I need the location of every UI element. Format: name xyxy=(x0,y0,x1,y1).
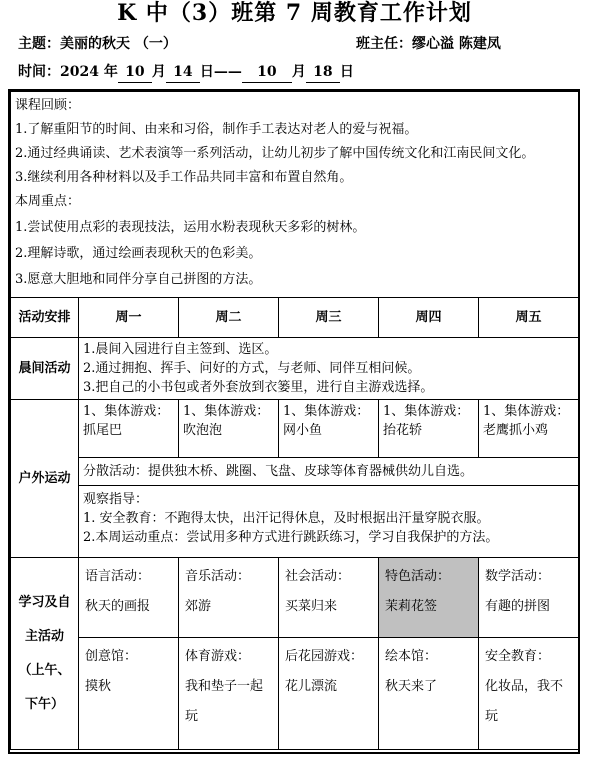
activity-type: 安全教育： xyxy=(485,649,551,664)
activity-type: 创意馆： xyxy=(85,649,138,664)
study-tue-1 xyxy=(179,558,279,638)
activity-type: 语言活动： xyxy=(85,569,151,584)
game-type: 1、集体游戏： xyxy=(283,404,370,419)
study-label-line: 主活动 xyxy=(24,628,64,644)
game-name: 抓尾巴 xyxy=(83,423,123,438)
time-month-char-start: 月 xyxy=(151,64,166,80)
study-label-line: 学习及自 xyxy=(18,594,71,610)
game-type: 1、集体游戏： xyxy=(83,404,170,419)
morning-line: 1.晨间入园进行自主签到、选区。 xyxy=(83,342,278,357)
weekly-plan-table xyxy=(10,91,579,750)
study-fri-1 xyxy=(479,558,579,638)
activity-name: 买菜归来 xyxy=(285,599,338,614)
study-fri-2 xyxy=(479,638,579,750)
day-header-fri: 周五 xyxy=(479,298,579,338)
day-header-wed: 周三 xyxy=(279,298,379,338)
activity-name: 茉莉花签 xyxy=(385,599,438,614)
time-day-char-start: 日—— xyxy=(199,64,242,80)
activity-type: 数学活动： xyxy=(485,569,551,584)
outdoor-game-thu xyxy=(379,400,479,458)
study-thu-2 xyxy=(379,638,479,750)
study-mon-2 xyxy=(79,638,179,750)
schedule-header-label: 活动安排 xyxy=(11,298,79,338)
outdoor-game-wed xyxy=(279,400,379,458)
activity-type: 后花园游戏： xyxy=(285,649,364,664)
theme-value: 美丽的秋天 （一） xyxy=(60,36,177,52)
game-type: 1、集体游戏： xyxy=(383,404,470,419)
outdoor-free-activity: 分散活动：提供独木桥、跳圈、飞盘、皮球等体育器械供幼儿自选。 xyxy=(79,458,579,486)
course-review xyxy=(11,92,579,298)
activity-type: 社会活动： xyxy=(285,569,351,584)
morning-line: 3.把自己的小书包或者外套放到衣篓里，进行自主游戏选择。 xyxy=(83,380,434,395)
teacher-label: 班主任： xyxy=(356,36,412,52)
day-header-mon: 周一 xyxy=(79,298,179,338)
morning-line: 2.通过拥抱、挥手、问好的方式，与老师、同伴互相问候。 xyxy=(83,361,421,376)
observe-line: 1. 安全教育：不跑得太快，出汗记得休息，及时根据出汗量穿脱衣服。 xyxy=(83,511,490,526)
activity-type: 特色活动： xyxy=(385,569,451,584)
page-title: K 中（3）班第 7 周教育工作计划 xyxy=(117,0,472,26)
game-name: 抬花轿 xyxy=(383,423,423,438)
game-name: 吹泡泡 xyxy=(183,423,223,438)
activity-name-cont: 玩 xyxy=(185,709,199,724)
activity-name: 有趣的拼图 xyxy=(485,599,551,614)
activity-type: 体育游戏： xyxy=(185,649,251,664)
activity-name: 秋天的画报 xyxy=(85,599,151,614)
observation-guidance xyxy=(79,486,579,558)
observe-line: 2.本周运动重点：尝试用多种方式进行跳跃练习，学习自我保护的方法。 xyxy=(83,530,499,545)
theme-row xyxy=(18,34,177,54)
review-heading: 课程回顾： xyxy=(15,98,81,113)
game-name: 老鹰抓小鸡 xyxy=(483,423,549,438)
review-item: 3.继续利用各种材料以及手工作品共同丰富和布置自然角。 xyxy=(15,170,353,185)
study-mon-1 xyxy=(79,558,179,638)
activity-name: 化妆品，我不 xyxy=(485,679,564,694)
activity-name: 我和垫子一起 xyxy=(185,679,264,694)
teacher-value: 缪心溢 陈建凤 xyxy=(412,36,501,52)
theme-label: 主题： xyxy=(18,36,60,52)
activity-name: 秋天来了 xyxy=(385,679,438,694)
activity-name: 摸秋 xyxy=(85,679,112,694)
focus-item: 2.理解诗歌，通过绘画表现秋天的色彩美。 xyxy=(15,246,262,261)
game-type: 1、集体游戏： xyxy=(183,404,270,419)
time-year: 2024 年 xyxy=(60,64,118,80)
outdoor-game-mon xyxy=(79,400,179,458)
game-name: 网小鱼 xyxy=(283,423,323,438)
focus-item: 1.尝试使用点彩的表现技法，运用水粉表现秋天多彩的树林。 xyxy=(15,220,366,235)
time-month-start: 10 xyxy=(118,62,152,83)
review-item: 1.了解重阳节的时间、由来和习俗，制作手工表达对老人的爱与祝福。 xyxy=(15,122,418,137)
time-row xyxy=(18,62,354,83)
focus-heading: 本周重点： xyxy=(15,194,81,209)
outdoor-label: 户外运动 xyxy=(11,400,79,558)
day-header-tue: 周二 xyxy=(179,298,279,338)
study-wed-2 xyxy=(279,638,379,750)
activity-name-cont: 玩 xyxy=(485,709,499,724)
observe-heading: 观察指导： xyxy=(83,492,149,507)
study-label xyxy=(11,558,79,750)
activity-name: 花儿漂流 xyxy=(285,679,338,694)
time-month-char-end: 月 xyxy=(291,64,306,80)
time-month-end: 10 xyxy=(242,62,292,83)
study-thu-1-highlighted xyxy=(379,558,479,638)
outdoor-game-fri xyxy=(479,400,579,458)
review-item: 2.通过经典诵读、艺术表演等一系列活动，让幼儿初步了解中国传统文化和江南民间文化。 xyxy=(15,146,535,161)
activity-name: 郊游 xyxy=(185,599,212,614)
morning-label: 晨间活动 xyxy=(11,338,79,400)
time-day-start: 14 xyxy=(166,62,200,83)
morning-activities xyxy=(79,338,579,400)
activity-type: 音乐活动： xyxy=(185,569,251,584)
teacher-row xyxy=(356,34,501,54)
study-label-line: （上午、 xyxy=(18,662,71,678)
focus-item: 3.愿意大胆地和同伴分享自己拼图的方法。 xyxy=(15,272,262,287)
outdoor-game-tue xyxy=(179,400,279,458)
activity-type: 绘本馆： xyxy=(385,649,438,664)
study-tue-2 xyxy=(179,638,279,750)
time-day-end: 18 xyxy=(306,62,340,83)
study-wed-1 xyxy=(279,558,379,638)
time-label: 时间： xyxy=(18,64,60,80)
study-label-line: 下午） xyxy=(24,696,64,712)
day-header-thu: 周四 xyxy=(379,298,479,338)
time-day-char-end: 日 xyxy=(339,64,354,80)
game-type: 1、集体游戏： xyxy=(483,404,570,419)
